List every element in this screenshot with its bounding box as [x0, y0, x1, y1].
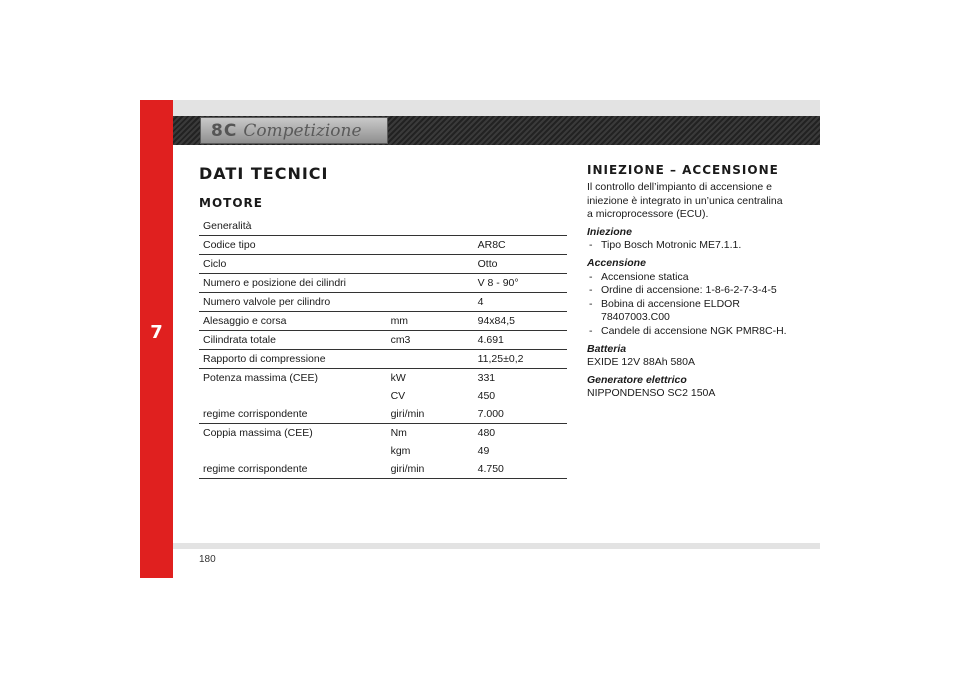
row-label: [199, 442, 387, 460]
row-unit: kgm: [390, 445, 411, 457]
accensione-subheading: Accensione: [587, 256, 646, 269]
motore-heading: MOTORE: [199, 196, 263, 210]
row-value: 11,25±0,2: [474, 350, 567, 369]
iniezione-list: [587, 239, 787, 253]
row-value: 450: [477, 390, 496, 402]
iniezione-subheading: Iniezione: [587, 225, 632, 238]
row-label: Alesaggio e corsa: [199, 312, 387, 331]
table-row: [199, 460, 567, 479]
iniezione-heading: INIEZIONE – ACCENSIONE: [587, 163, 779, 177]
row-unit: [387, 293, 474, 312]
row-value: 331: [477, 372, 496, 384]
top-band: [173, 100, 820, 116]
list-item: - Candele di accensione NGK PMR8C-H.: [587, 325, 787, 339]
batteria-value: EXIDE 12V 88Ah 580A: [587, 356, 695, 369]
table-row: [199, 274, 567, 293]
iniezione-intro: Il controllo dell’impianto di accensione e iniezione è integrato in un’unica centralina a microprocessore (ECU).: [587, 181, 783, 221]
logo-script-text: Competizione: [243, 120, 362, 141]
row-value: 4.750: [474, 460, 567, 479]
list-item: - Accensione statica: [587, 271, 787, 285]
row-unit: [387, 236, 474, 255]
row-label: Generalità: [199, 217, 387, 236]
list-item: - Tipo Bosch Motronic ME7.1.1.: [587, 239, 787, 253]
page-number: 180: [199, 554, 216, 565]
table-row: [199, 405, 567, 424]
table-row: [199, 331, 567, 350]
row-label: Rapporto di compressione: [199, 350, 387, 369]
accensione-list: [587, 271, 787, 339]
row-value: 94x84,5: [474, 312, 567, 331]
row-label: Numero e posizione dei cilindri: [199, 274, 387, 293]
row-unit: [387, 274, 474, 293]
table-row: [199, 442, 567, 460]
row-label: Codice tipo: [199, 236, 387, 255]
row-unit: [387, 255, 474, 274]
table-row: [199, 255, 567, 274]
generatore-subheading: Generatore elettrico: [587, 373, 687, 386]
row-label: regime corrispondente: [199, 460, 387, 479]
row-value: [474, 217, 567, 236]
table-row: [199, 312, 567, 331]
table-row: [199, 217, 567, 236]
row-unit: [387, 217, 474, 236]
row-unit: giri/min: [387, 460, 474, 479]
page-title: DATI TECNICI: [199, 164, 329, 183]
row-label: Cilindrata totale: [199, 331, 387, 350]
iniezione-accensione-section: [587, 164, 787, 401]
generatore-value: NIPPONDENSO SC2 150A: [587, 387, 716, 400]
row-value: V 8 - 90°: [474, 274, 567, 293]
logo-8c-text: 8C: [211, 120, 238, 141]
row-value: AR8C: [474, 236, 567, 255]
row-unit: giri/min: [387, 405, 474, 424]
table-row: [199, 236, 567, 255]
list-item: - Ordine di accensione: 1-8-6-2-7-3-4-5: [587, 284, 787, 298]
table-row: [199, 293, 567, 312]
chapter-number: 7: [150, 322, 163, 343]
row-label: Ciclo: [199, 255, 387, 274]
row-unit: kW: [390, 372, 406, 384]
table-row: [199, 350, 567, 369]
row-label: Numero valvole per cilindro: [199, 293, 387, 312]
list-item: - Bobina di accensione ELDOR 78407003.C00: [587, 298, 787, 325]
table-row: [199, 424, 567, 443]
row-label: Potenza massima (CEE): [203, 372, 318, 384]
row-label: [199, 387, 387, 405]
table-row: [199, 387, 567, 405]
row-label: regime corrispondente: [199, 405, 387, 424]
brand-logo: [200, 117, 388, 144]
row-label: Coppia massima (CEE): [203, 427, 313, 439]
row-unit: mm: [387, 312, 474, 331]
row-value: 49: [477, 445, 490, 457]
row-unit: [387, 350, 474, 369]
row-unit: CV: [390, 390, 406, 402]
engine-spec-table: [199, 217, 567, 479]
row-value: 7.000: [474, 405, 567, 424]
row-value: 480: [477, 427, 496, 439]
row-value: Otto: [474, 255, 567, 274]
row-unit: Nm: [390, 427, 407, 439]
batteria-subheading: Batteria: [587, 342, 627, 355]
bottom-band: [173, 543, 820, 549]
row-value: 4.691: [474, 331, 567, 350]
row-value: 4: [474, 293, 567, 312]
table-row: [199, 369, 567, 388]
row-unit: cm3: [387, 331, 474, 350]
